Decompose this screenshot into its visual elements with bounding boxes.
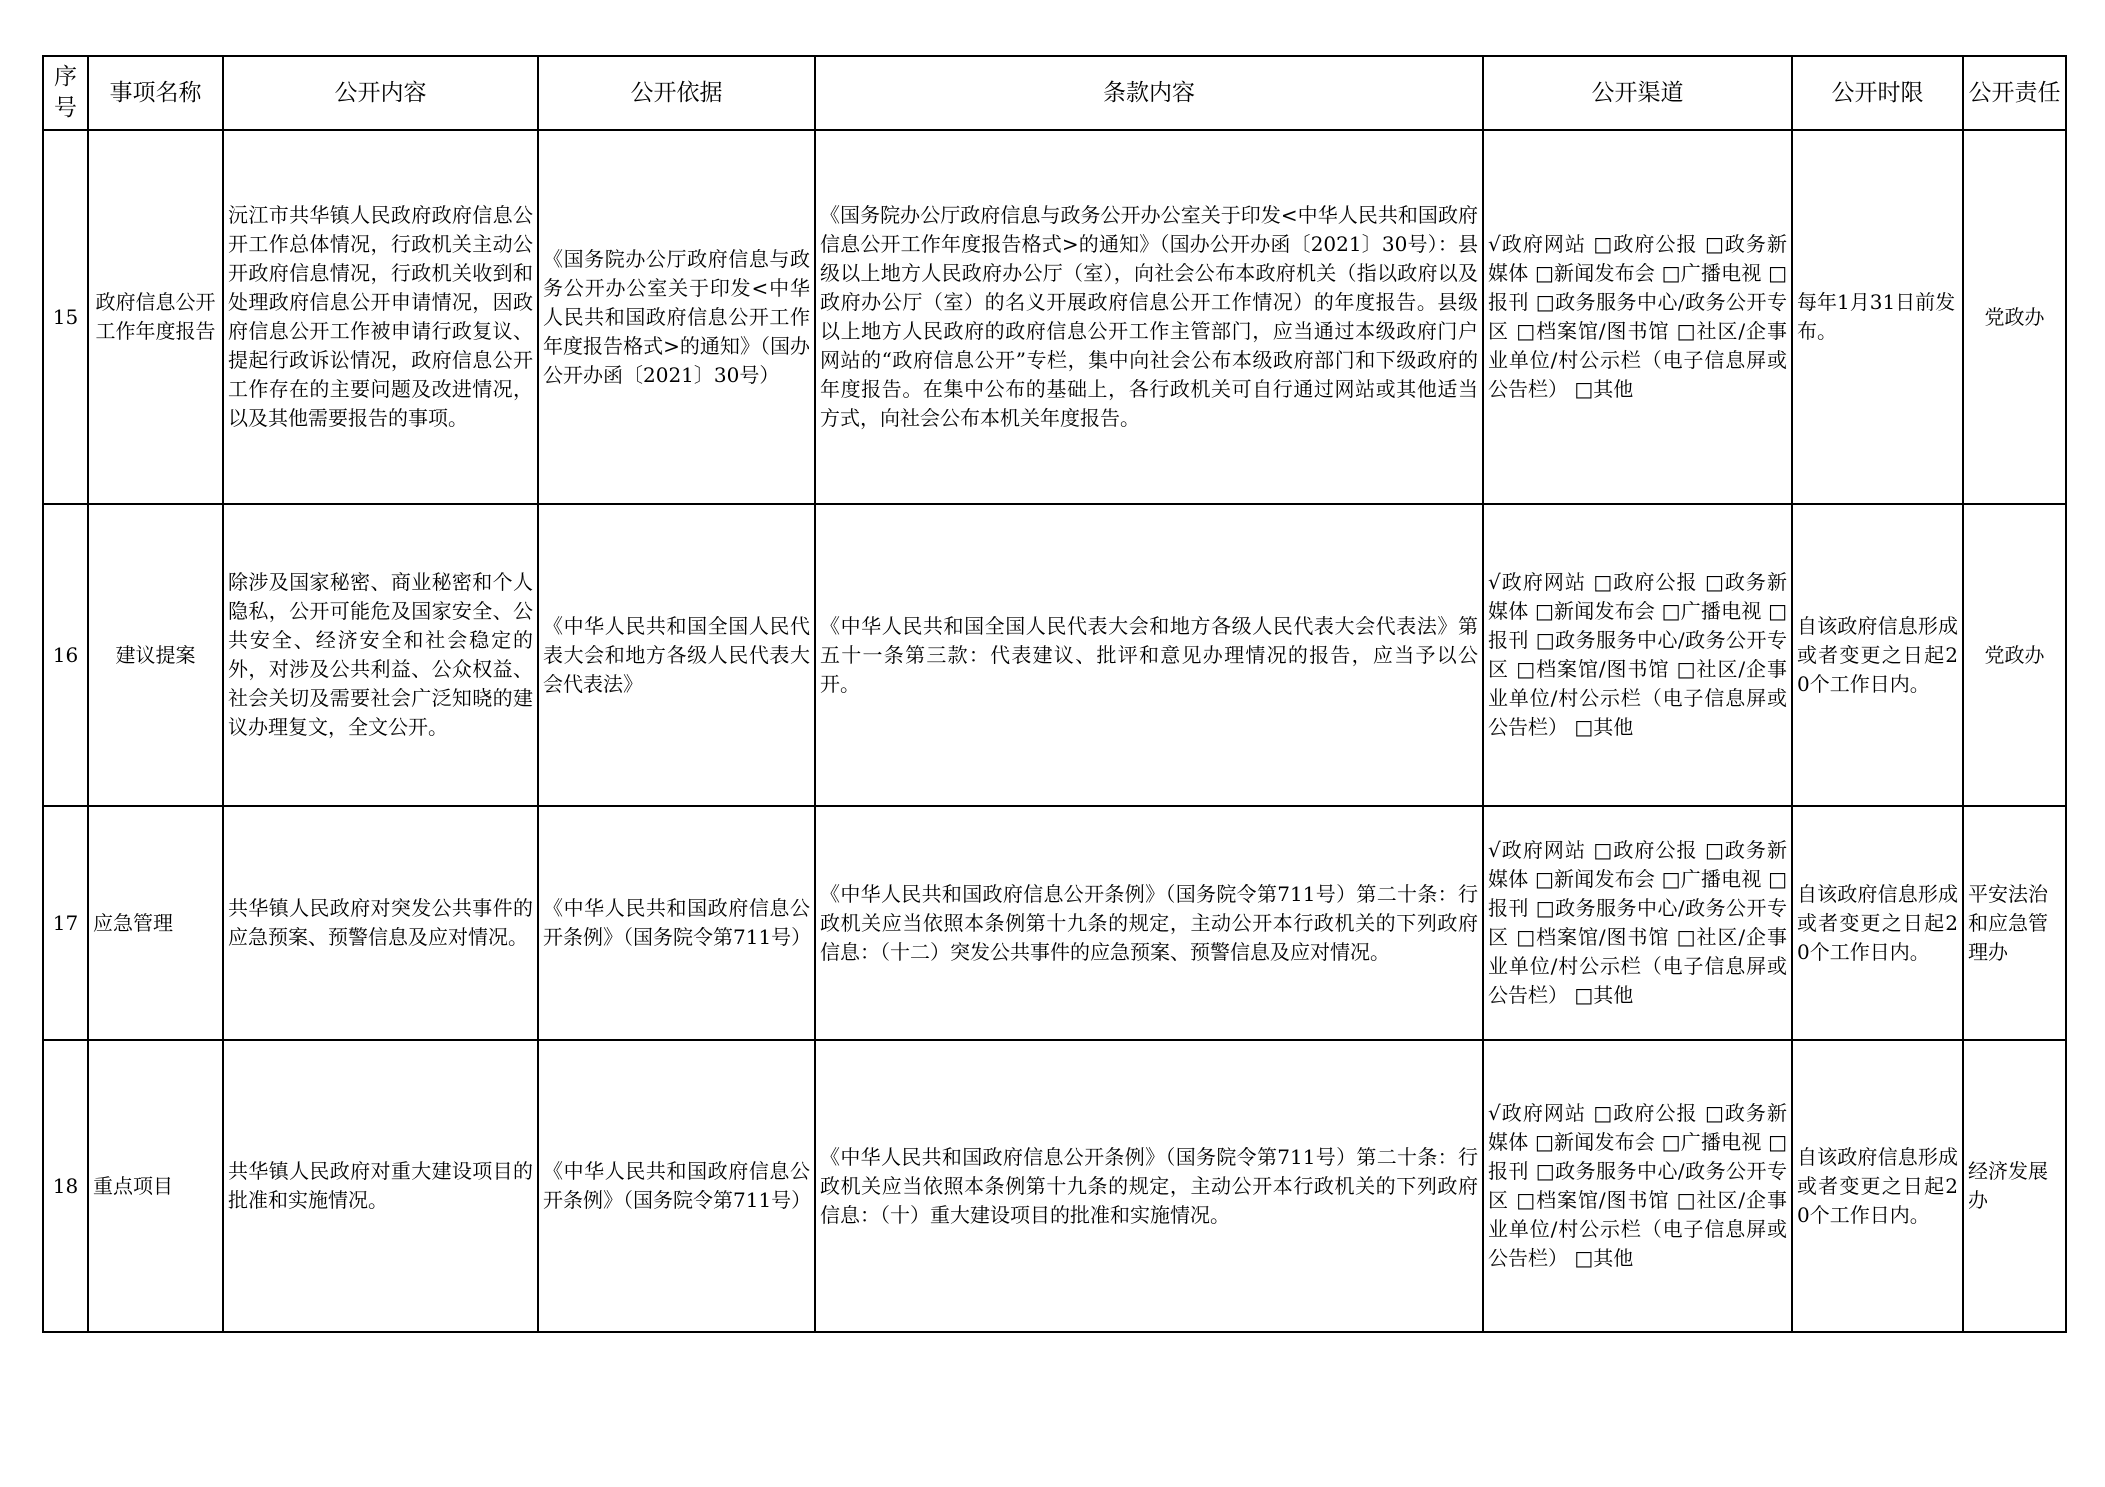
cell-no: 15 [43, 130, 88, 504]
cell-basis: 《中华人民共和国政府信息公开条例》（国务院令第711号） [538, 1040, 815, 1332]
header-channel: 公开渠道 [1483, 56, 1792, 130]
cell-channel: √政府网站 □政府公报 □政务新媒体 □新闻发布会 □广播电视 □报刊 □政务服务中心/政务公开专区 □档案馆/图书馆 □社区/企事业单位/村公示栏（电子信息屏或公告栏） □其他 [1483, 504, 1792, 806]
cell-basis: 《国务院办公厅政府信息与政务公开办公室关于印发<中华人民共和国政府信息公开工作年度报告格式>的通知》（国办公开办函〔2021〕30号） [538, 130, 815, 504]
table-row [43, 130, 2066, 504]
cell-no: 18 [43, 1040, 88, 1332]
disclosure-table [42, 55, 2067, 1333]
header-responsibility: 公开责任 [1963, 56, 2066, 130]
header-content: 公开内容 [223, 56, 538, 130]
cell-clause: 《中华人民共和国全国人民代表大会和地方各级人民代表大会代表法》第五十一条第三款：代表建议、批评和意见办理情况的报告，应当予以公开。 [815, 504, 1483, 806]
cell-content: 沅江市共华镇人民政府政府信息公开工作总体情况，行政机关主动公开政府信息情况，行政机关收到和处理政府信息公开申请情况，因政府信息公开工作被申请行政复议、提起行政诉讼情况，政府信息公开工作存在的主要问题及改进情况，以及其他需要报告的事项。 [223, 130, 538, 504]
header-item-name: 事项名称 [88, 56, 223, 130]
table-row [43, 1040, 2066, 1332]
cell-basis: 《中华人民共和国政府信息公开条例》（国务院令第711号） [538, 806, 815, 1040]
cell-responsibility: 党政办 [1963, 130, 2066, 504]
cell-clause: 《中华人民共和国政府信息公开条例》（国务院令第711号）第二十条：行政机关应当依照本条例第十九条的规定，主动公开本行政机关的下列政府信息：（十二）突发公共事件的应急预案、预警信息及应对情况。 [815, 806, 1483, 1040]
header-clause: 条款内容 [815, 56, 1483, 130]
cell-content: 除涉及国家秘密、商业秘密和个人隐私，公开可能危及国家安全、公共安全、经济安全和社会稳定的外，对涉及公共利益、公众权益、社会关切及需要社会广泛知晓的建议办理复文，全文公开。 [223, 504, 538, 806]
cell-clause: 《国务院办公厅政府信息与政务公开办公室关于印发<中华人民共和国政府信息公开工作年度报告格式>的通知》（国办公开办函〔2021〕30号）：县级以上地方人民政府办公厅（室），向社会公布本政府机关（指以政府以及政府办公厅（室）的名义开展政府信息公开工作情况）的年度报告。县级以上地方人民政府的政府信息公开工作主管部门，应当通过本级政府门户网站的“政府信息公开”专栏，集中向社会公布本级政府部门和下级政府的年度报告。在集中公布的基础上，各行政机关可自行通过网站或其他适当方式，向社会公布本机关年度报告。 [815, 130, 1483, 504]
header-time-limit: 公开时限 [1792, 56, 1963, 130]
cell-time-limit: 自该政府信息形成或者变更之日起20个工作日内。 [1792, 504, 1963, 806]
header-basis: 公开依据 [538, 56, 815, 130]
cell-content: 共华镇人民政府对重大建设项目的批准和实施情况。 [223, 1040, 538, 1332]
header-no: 序号 [43, 56, 88, 130]
table-header-row [43, 56, 2066, 130]
table-row [43, 806, 2066, 1040]
cell-channel: √政府网站 □政府公报 □政务新媒体 □新闻发布会 □广播电视 □报刊 □政务服务中心/政务公开专区 □档案馆/图书馆 □社区/企事业单位/村公示栏（电子信息屏或公告栏） □其他 [1483, 130, 1792, 504]
cell-basis: 《中华人民共和国全国人民代表大会和地方各级人民代表大会代表法》 [538, 504, 815, 806]
cell-content: 共华镇人民政府对突发公共事件的应急预案、预警信息及应对情况。 [223, 806, 538, 1040]
cell-time-limit: 自该政府信息形成或者变更之日起20个工作日内。 [1792, 806, 1963, 1040]
cell-time-limit: 自该政府信息形成或者变更之日起20个工作日内。 [1792, 1040, 1963, 1332]
cell-time-limit: 每年1月31日前发布。 [1792, 130, 1963, 504]
cell-responsibility: 经济发展办 [1963, 1040, 2066, 1332]
cell-channel: √政府网站 □政府公报 □政务新媒体 □新闻发布会 □广播电视 □报刊 □政务服务中心/政务公开专区 □档案馆/图书馆 □社区/企事业单位/村公示栏（电子信息屏或公告栏） □其他 [1483, 1040, 1792, 1332]
cell-clause: 《中华人民共和国政府信息公开条例》（国务院令第711号）第二十条：行政机关应当依照本条例第十九条的规定，主动公开本行政机关的下列政府信息：（十）重大建设项目的批准和实施情况。 [815, 1040, 1483, 1332]
cell-item-name: 建议提案 [88, 504, 223, 806]
cell-item-name: 政府信息公开工作年度报告 [88, 130, 223, 504]
cell-item-name: 应急管理 [88, 806, 223, 1040]
cell-responsibility: 平安法治和应急管理办 [1963, 806, 2066, 1040]
table-row [43, 504, 2066, 806]
cell-channel: √政府网站 □政府公报 □政务新媒体 □新闻发布会 □广播电视 □报刊 □政务服务中心/政务公开专区 □档案馆/图书馆 □社区/企事业单位/村公示栏（电子信息屏或公告栏） □其他 [1483, 806, 1792, 1040]
cell-responsibility: 党政办 [1963, 504, 2066, 806]
cell-item-name: 重点项目 [88, 1040, 223, 1332]
cell-no: 16 [43, 504, 88, 806]
cell-no: 17 [43, 806, 88, 1040]
